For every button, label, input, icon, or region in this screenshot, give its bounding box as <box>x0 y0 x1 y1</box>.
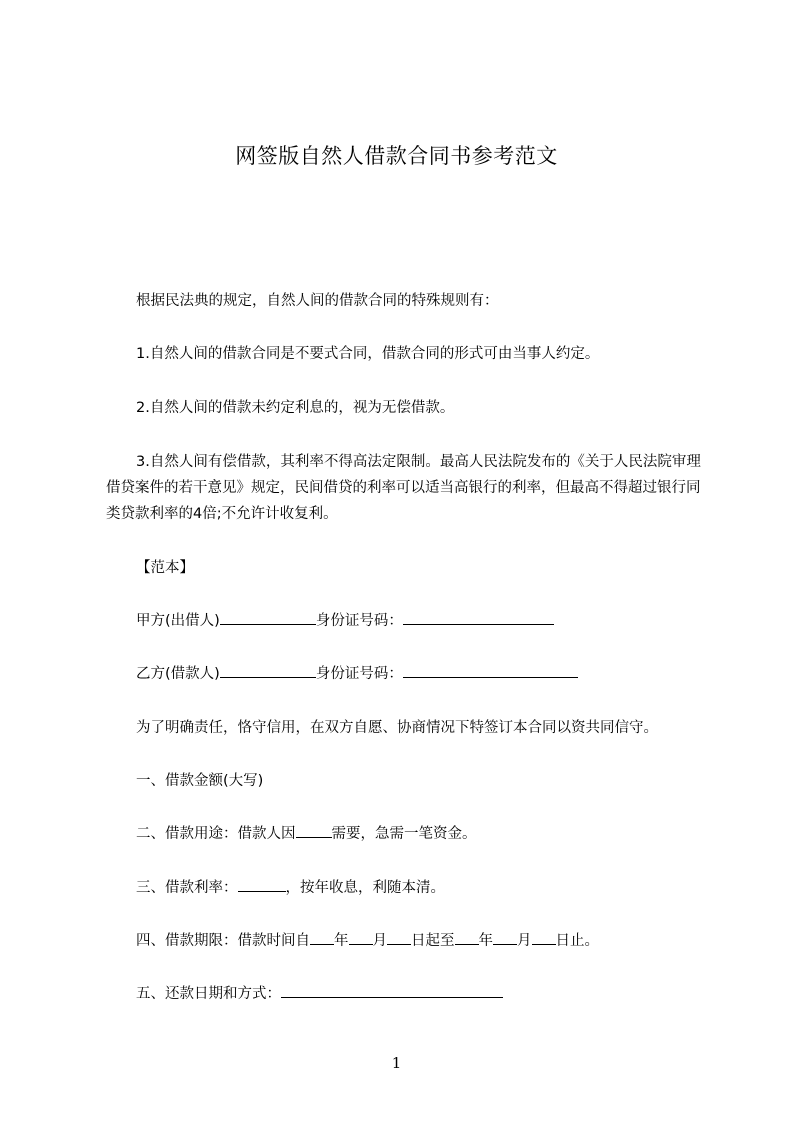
rate-blank[interactable] <box>238 877 286 892</box>
party-a-line <box>136 609 716 633</box>
clause-amount: 一、借款金额(大写) <box>136 773 264 789</box>
party-b-id-blank[interactable] <box>403 663 578 678</box>
party-b-name-blank[interactable] <box>220 663 316 678</box>
party-a-label: 甲方(出借人) <box>136 613 220 629</box>
year-label-end: 年 <box>478 933 493 949</box>
term-start-day-blank[interactable] <box>387 930 411 945</box>
term-end-day-blank[interactable] <box>532 930 556 945</box>
year-label: 年 <box>334 933 349 949</box>
party-b-label: 乙方(借款人) <box>136 666 220 682</box>
rule-1: 1.自然人间的借款合同是不要式合同，借款合同的形式可由当事人约定。 <box>136 346 600 362</box>
preamble: 为了明确责任，恪守信用，在双方自愿、协商情况下特签订本合同以资共同信守。 <box>136 720 658 736</box>
month-label: 月 <box>372 933 387 949</box>
clause-term-text: 四、借款期限：借款时间自 <box>136 933 310 949</box>
day-from-label: 日起至 <box>411 933 455 949</box>
party-b-line <box>136 662 716 686</box>
clause-rate <box>136 876 716 900</box>
rule-3: 3.自然人间有偿借款，其利率不得高法定限制。最高人民法院发布的《关于人民法院审理借贷案件的若干意见》规定，民间借贷的利率可以适当高银行的利率，但最高不得超过银行同类贷款利率的4倍;不允许计收复利。 <box>106 454 701 522</box>
party-a-id-blank[interactable] <box>403 610 554 625</box>
sample-heading: 【范本】 <box>136 560 194 576</box>
clause-repay-text: 五、还款日期和方式： <box>136 986 281 1002</box>
month-label-end: 月 <box>517 933 532 949</box>
clause-term <box>136 929 716 953</box>
term-start-month-blank[interactable] <box>349 930 373 945</box>
rule-2: 2.自然人间的借款未约定利息的，视为无偿借款。 <box>136 400 455 416</box>
clause-rate-text-a: 三、借款利率： <box>136 880 238 896</box>
document-title: 网签版自然人借款合同书参考范文 <box>235 144 558 168</box>
day-to-label: 日止。 <box>555 933 599 949</box>
clause-repay <box>136 982 716 1006</box>
clause-purpose <box>136 822 716 846</box>
intro-paragraph: 根据民法典的规定，自然人间的借款合同的特殊规则有： <box>136 293 499 309</box>
term-start-year-blank[interactable] <box>310 930 334 945</box>
clause-purpose-text-a: 二、借款用途：借款人因 <box>136 826 296 842</box>
party-a-id-label: 身份证号码： <box>315 613 403 629</box>
clause-rate-text-b: ，按年收息，利随本清。 <box>285 880 445 896</box>
page-number: 1 <box>391 1054 402 1072</box>
clause-purpose-text-b: 需要，急需一笔资金。 <box>331 826 477 842</box>
party-a-name-blank[interactable] <box>220 610 316 625</box>
repay-blank[interactable] <box>281 983 503 998</box>
term-end-year-blank[interactable] <box>455 930 479 945</box>
party-b-id-label: 身份证号码： <box>315 666 403 682</box>
purpose-blank[interactable] <box>296 823 332 838</box>
term-end-month-blank[interactable] <box>493 930 517 945</box>
